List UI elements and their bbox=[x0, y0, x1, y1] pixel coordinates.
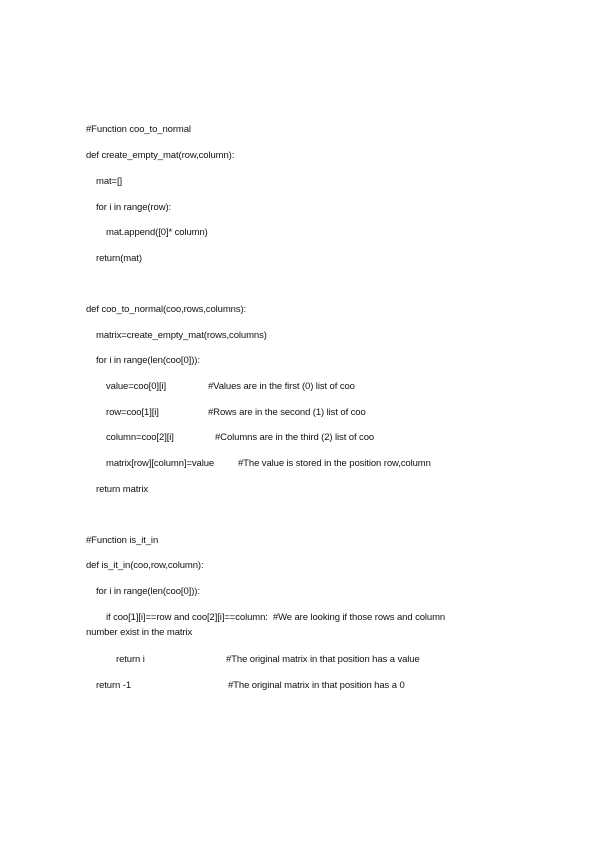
def-create-empty-mat: def create_empty_mat(row,column): bbox=[86, 150, 235, 161]
mat-init-line: mat=[] bbox=[96, 176, 123, 187]
if-line-wrap: number exist in the matrix bbox=[86, 627, 193, 638]
row-code: row=coo[1][i] bbox=[106, 407, 159, 418]
append-line: mat.append([0]* column) bbox=[106, 227, 208, 238]
matrix-init-line: matrix=create_empty_mat(rows,columns) bbox=[96, 330, 267, 341]
return-neg-code: return -1 bbox=[96, 680, 132, 691]
comment-function-coo-to-normal: #Function coo_to_normal bbox=[86, 124, 191, 135]
for-len-line-2: for i in range(len(coo[0])): bbox=[96, 586, 200, 597]
value-code: value=coo[0][i] bbox=[106, 381, 167, 392]
def-is-it-in: def is_it_in(coo,row,column): bbox=[86, 560, 204, 571]
for-len-line: for i in range(len(coo[0])): bbox=[96, 355, 200, 366]
assign-comment: #The value is stored in the position row,column bbox=[238, 458, 431, 469]
return-i-comment: #The original matrix in that position has a value bbox=[226, 654, 420, 665]
return-i-code: return i bbox=[116, 654, 145, 665]
def-coo-to-normal: def coo_to_normal(coo,rows,columns): bbox=[86, 304, 247, 315]
column-comment: #Columns are in the third (2) list of coo bbox=[215, 432, 375, 443]
value-comment: #Values are in the first (0) list of coo bbox=[208, 381, 355, 392]
comment-function-is-it-in: #Function is_it_in bbox=[86, 535, 159, 546]
return-mat-line: return(mat) bbox=[96, 253, 142, 264]
if-line: if coo[1][i]==row and coo[2][i]==column: #We are looking if those rows and column bbox=[106, 612, 446, 623]
assign-code: matrix[row][column]=value bbox=[106, 458, 215, 469]
row-comment: #Rows are in the second (1) list of coo bbox=[208, 407, 366, 418]
return-matrix-line: return matrix bbox=[96, 484, 149, 495]
return-neg-comment: #The original matrix in that position has a 0 bbox=[228, 680, 405, 691]
for-row-line: for i in range(row): bbox=[96, 202, 172, 213]
column-code: column=coo[2][i] bbox=[106, 432, 174, 443]
